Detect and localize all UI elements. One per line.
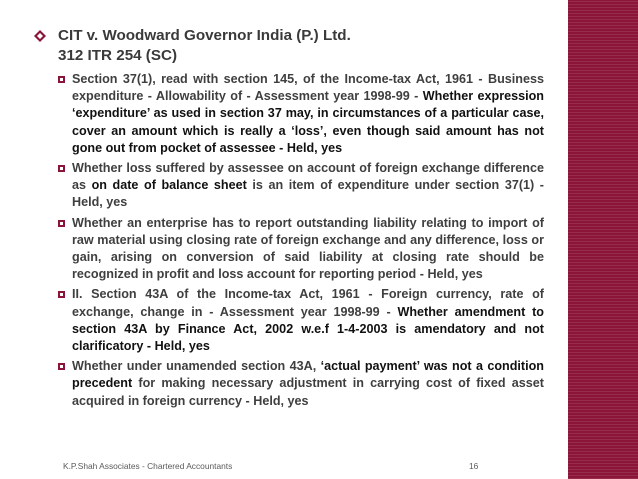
list-item xyxy=(58,358,544,410)
text-run: Whether loss suffered by assessee on account of foreign exchange difference as xyxy=(72,161,544,193)
slide-content xyxy=(34,26,544,413)
text-run-emphasis: Whether expression ‘expenditure’ as used in section 37 may, in circumstances of a particular case, cover an amount which is really a ‘loss’, even though said amount has not gone out from pocket of assessee - Held, yes xyxy=(72,89,544,155)
footer-text: K.P.Shah Associates - Chartered Accountants xyxy=(63,461,233,471)
list-item-text xyxy=(72,71,544,157)
text-run-emphasis: ‘actual payment’ was not a condition precedent xyxy=(72,359,544,391)
case-citation: 312 ITR 254 (SC) xyxy=(58,47,178,64)
square-bullet-icon xyxy=(58,71,72,89)
square-bullet-icon xyxy=(58,215,72,233)
list-item xyxy=(58,286,544,355)
list-item xyxy=(58,71,544,157)
text-run: Section 37(1), read with section 145, of the Income-tax Act, 1961 - Business expenditure - Allowability of - Assessment year 1998-99 - xyxy=(72,72,544,104)
case-title: CIT v. Woodward Governor India (P.) Ltd. xyxy=(58,27,351,44)
page-number: 16 xyxy=(469,461,479,471)
text-run-emphasis: on date of balance sheet xyxy=(91,178,247,193)
text-run: Whether under unamended section 43A, xyxy=(72,359,321,374)
list-item-text xyxy=(72,358,544,410)
list-item-text xyxy=(72,160,544,212)
square-bullet-icon xyxy=(58,286,72,304)
held-points-list xyxy=(34,71,544,410)
text-run: is an item of expenditure under section 37(1) - Held, yes xyxy=(72,178,544,210)
list-item-text xyxy=(72,215,544,284)
decorative-side-band xyxy=(568,0,638,479)
text-run-emphasis: Whether amendment to section 43A by Finance Act, 2002 w.e.f 1-4-2003 is amendatory and not clarificatory - Held, yes xyxy=(72,304,544,354)
slide-title xyxy=(34,26,544,66)
text-run: II. Section 43A of the Income-tax Act, 1961 - Foreign currency, rate of exchange, change in - Assessment year 1998-99 - xyxy=(72,287,544,319)
text-run: for making necessary adjustment in carrying cost of fixed asset acquired in foreign currency - Held, yes xyxy=(72,376,544,408)
list-item-text xyxy=(72,286,544,355)
square-bullet-icon xyxy=(58,358,72,376)
text-run: Whether an enterprise has to report outstanding liability relating to import of raw material using closing rate of foreign exchange and any difference, loss or gain, arising on conversion of said liability at closing rate should be recognized in profit and loss account for reporting period - Held, yes xyxy=(72,215,544,282)
list-item xyxy=(58,215,544,284)
square-bullet-icon xyxy=(58,160,72,178)
diamond-bullet-icon xyxy=(34,26,58,48)
list-item xyxy=(58,160,544,212)
